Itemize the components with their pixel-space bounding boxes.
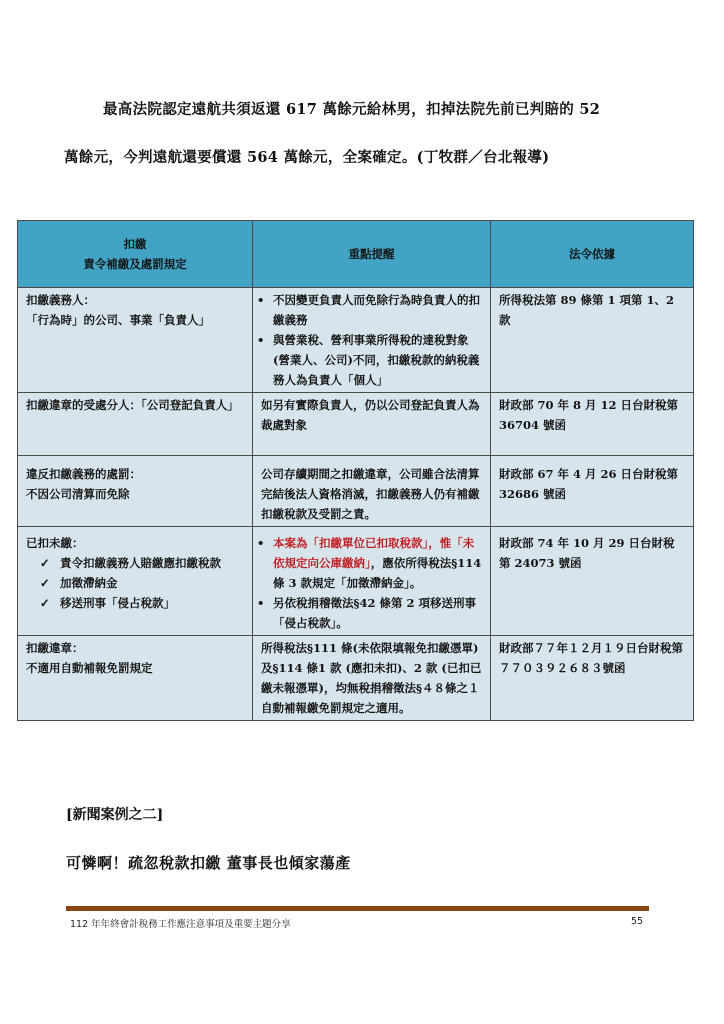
page-number: 55 <box>631 916 644 927</box>
key-point-cell: 如另有實際負責人，仍以公司登記負責人為裁處對象 <box>253 393 491 456</box>
highlight-text: 本案為「扣繳單位已扣取稅款」，惟「未依規定向公庫繳納」 <box>273 536 475 570</box>
rule-text: 不適用自動補報免罰規定 <box>26 661 153 675</box>
rule-text: 扣繳義務人： <box>26 293 95 307</box>
check-item <box>26 573 244 593</box>
check-item <box>26 593 244 613</box>
intro-line-2: 萬餘元，今判遠航還要償還 564 萬餘元，全案確定。(丁牧群／台北報導) <box>64 149 550 166</box>
withholding-rules-table <box>17 220 694 721</box>
key-point-cell <box>253 288 491 393</box>
key-point-cell: 公司存續期間之扣繳違章，公司雖合法清算完結後法人資格消滅，扣繳義務人仍有補繳扣繳稅款及受罰之責。 <box>253 456 491 527</box>
legal-basis-cell: 財政部７７年１２月１９日台財稅第７７０３９２６８３號函 <box>491 636 694 721</box>
key-point-item <box>257 533 482 593</box>
check-item-label: 加徵滯納金 <box>60 576 118 590</box>
key-point-text: ，應依所得稅法§114 條 3 款規定「加徵滯納金」。 <box>273 556 482 590</box>
check-icon: ✓ <box>40 576 50 590</box>
key-point-item: • 不因變更負責人而免除行為時負責人的扣繳義務 <box>257 290 482 330</box>
table-row <box>18 636 694 721</box>
key-point-list <box>257 533 482 633</box>
header-legal-basis: 法令依據 <box>491 221 694 288</box>
header-key-points: 重點提醒 <box>253 221 491 288</box>
footer-divider <box>66 906 649 911</box>
rule-text: 扣繳違章： <box>26 641 84 655</box>
legal-basis-cell: 財政部 74 年 10 月 29 日台財稅第 24073 號函 <box>491 527 694 636</box>
news-headline: 可憐啊！疏忽稅款扣繳 董事長也傾家蕩產 <box>66 854 351 872</box>
check-icon: ✓ <box>40 596 50 610</box>
key-point-item: • 另依稅捐稽徵法§42 條第 2 項移送刑事「侵占稅款」。 <box>257 593 482 633</box>
table-row <box>18 456 694 527</box>
check-icon: ✓ <box>40 556 50 570</box>
header-rules-line2: 責令補繳及處罰規定 <box>83 257 187 271</box>
legal-basis-cell: 所得稅法第 89 條第 1 項第 1、2 款 <box>491 288 694 393</box>
rule-cell <box>18 527 253 636</box>
rule-cell <box>18 393 253 456</box>
news-case-label: [新聞案例之二] <box>66 807 164 823</box>
check-item-label: 移送刑事「侵占稅款」 <box>60 596 175 610</box>
rule-text: 扣繳違章的受處分人：「公司登記負責人」 <box>26 398 239 412</box>
key-point-item: • 與營業稅、營利事業所得稅的達稅對象(營業人、公司)不同，扣繳稅款的納稅義務人為負責人「個人」 <box>257 330 482 390</box>
rule-cell <box>18 288 253 393</box>
table-row <box>18 527 694 636</box>
key-point-cell <box>253 527 491 636</box>
table-header-row <box>18 221 694 288</box>
key-point-list <box>257 290 482 390</box>
rule-cell <box>18 636 253 721</box>
rule-text: 違反扣繳義務的處罰： <box>26 467 141 481</box>
table-row <box>18 393 694 456</box>
key-point-cell: 所得稅法§111 條(未依限填報免扣繳憑單)及§114 條1 款 (應扣未扣)、2 款 (已扣已繳未報憑單)，均無稅捐稽徵法§４８條之１自動補報繳免罰規定之適用。 <box>253 636 491 721</box>
rule-text: 已扣未繳： <box>26 536 84 550</box>
intro-line-1: 最高法院認定遠航共須返還 617 萬餘元給林男，扣掉法院先前已判賠的 52 <box>103 101 601 118</box>
check-item <box>26 553 244 573</box>
table-row <box>18 288 694 393</box>
legal-basis-cell: 財政部 70 年 8 月 12 日台財稅第 36704 號函 <box>491 393 694 456</box>
rule-cell <box>18 456 253 527</box>
footer-title: 112 年年終會計稅務工作應注意事項及重要主題分享 <box>70 919 291 930</box>
header-rules-line1: 扣繳 <box>123 237 147 251</box>
rule-text: 不因公司清算而免除 <box>26 487 130 501</box>
check-item-label: 責令扣繳義務人賠繳應扣繳稅款 <box>60 556 221 570</box>
rule-text: 「行為時」的公司、事業「負責人」 <box>26 313 210 327</box>
header-rules <box>18 221 253 288</box>
legal-basis-cell: 財政部 67 年 4 月 26 日台財稅第 32686 號函 <box>491 456 694 527</box>
